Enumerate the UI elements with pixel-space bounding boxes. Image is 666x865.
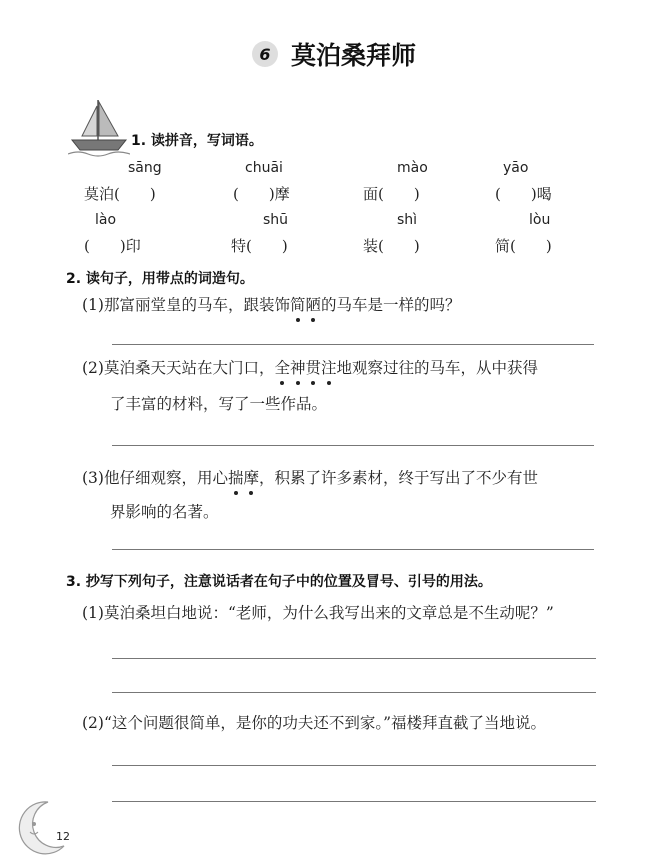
dotted-char: 陋 [305,296,321,314]
word-blank[interactable]: 简( ) [495,237,552,255]
sentence-text: ，积累了许多素材，终于写出了不少有世 [259,469,539,487]
sentence-text: 了丰富的材料，写了一些作品。 [110,395,328,413]
question-2-3 [82,468,538,488]
word-blank[interactable]: 特( ) [231,237,288,255]
answer-line[interactable] [112,344,594,345]
dotted-char: 神 [289,359,306,377]
dotted-char: 揣 [227,469,244,487]
answer-line[interactable] [112,445,594,446]
dotted-char: 简 [289,296,306,314]
answer-line[interactable] [112,549,594,550]
word-blank[interactable]: 面( ) [363,185,420,203]
sentence-text: (3)他仔细观察，用心 [82,469,228,487]
pinyin: lòu [529,212,551,228]
pinyin: mào [397,160,428,176]
question-2-2 [82,358,538,378]
question-3-1: (1)莫泊桑坦白地说：“老师，为什么我写出来的文章总是不生动呢？” [82,604,554,622]
answer-line[interactable] [112,801,596,802]
dotted-char: 全 [274,359,290,377]
word-blank[interactable]: ( )喝 [495,185,552,203]
pinyin: yāo [503,160,529,176]
lesson-title: 莫泊桑拜师 [291,41,417,70]
question-3-2: (2)“这个问题很简单，是你的功夫还不到家。”福楼拜直截了当地说。 [82,714,547,732]
sailboat-icon [68,96,130,158]
section-1-heading: 1. 读拼音，写词语。 [131,133,263,149]
sentence-text: (2)莫泊桑天天站在大门口， [82,359,275,377]
answer-line[interactable] [112,765,596,766]
sentence-text: 地观察过往的马车，从中获得 [336,359,539,377]
moon-icon [18,798,68,856]
section-3-heading: 3. 抄写下列句子，注意说话者在句子中的位置及冒号、引号的用法。 [66,574,492,590]
dotted-char: 注 [321,359,337,377]
dotted-char: 贯 [305,359,322,377]
pinyin: chuāi [245,160,283,176]
answer-line[interactable] [112,658,596,659]
dotted-char: 摩 [243,469,259,487]
dotted-word [290,296,321,314]
word-blank[interactable]: 装( ) [363,237,420,255]
page-number: 12 [56,830,70,843]
section-2-heading: 2. 读句子，用带点的词造句。 [66,271,254,287]
pinyin: sāng [128,160,162,176]
word-blank[interactable]: ( )印 [84,237,141,255]
sentence-text: 的马车是一样的吗？ [321,296,461,314]
word-blank[interactable]: ( )摩 [233,185,290,203]
question-2-1 [82,295,461,315]
dotted-word [274,359,336,377]
dotted-word [228,469,259,487]
lesson-number-badge: 6 [252,41,278,67]
pinyin: shū [263,212,289,228]
pinyin: shì [397,212,418,228]
pinyin: lào [95,212,117,228]
answer-line[interactable] [112,692,596,693]
sentence-text: 界影响的名著。 [110,503,219,521]
word-blank[interactable]: 莫泊( ) [84,185,156,203]
sentence-text: (1)那富丽堂皇的马车，跟装饰 [82,296,290,314]
